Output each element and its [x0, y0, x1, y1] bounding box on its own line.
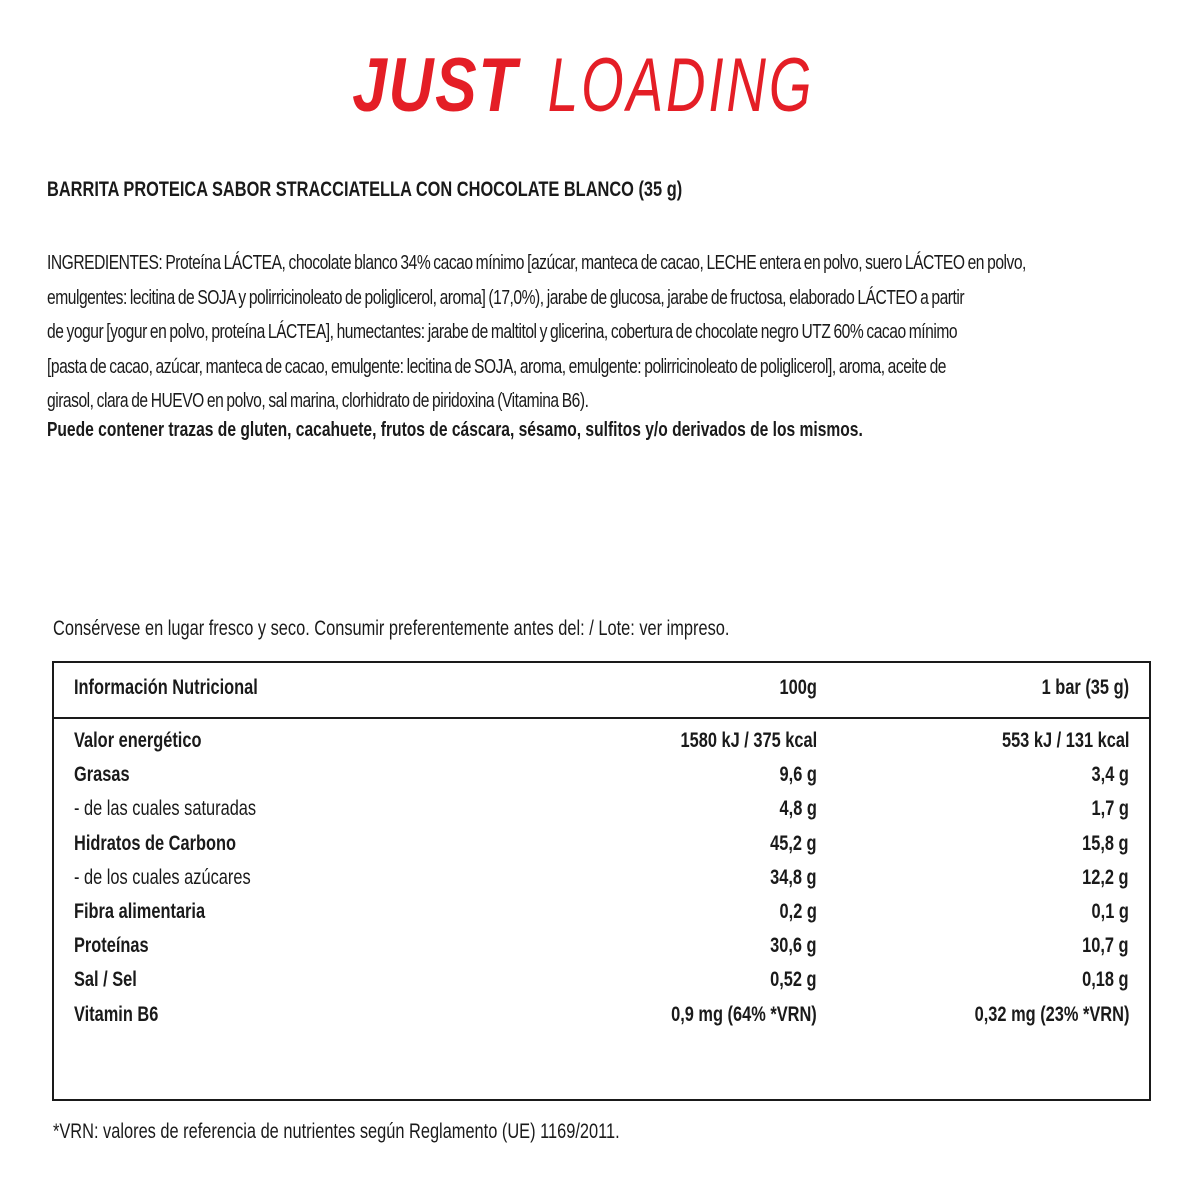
- ingredients-line: girasol, clara de HUEVO en polvo, sal marina, clorhidrato de piridoxina (Vitamina B6).: [47, 390, 589, 412]
- value-per-100g: 30,6 g: [770, 934, 817, 958]
- ingredients-line: INGREDIENTES: Proteína LÁCTEA, chocolate blanco 34% cacao mínimo [azúcar, manteca de cacao, LECHE entera en polvo, suero LÁCTEO en polvo,: [47, 252, 1026, 274]
- storage-instructions-text: Consérvese en lugar fresco y seco. Consumir preferentemente antes del: / Lote: ver impreso.: [53, 617, 730, 640]
- nutrient-label: Grasas: [74, 763, 130, 787]
- nutrient-label: - de los cuales azúcares: [74, 865, 251, 889]
- nutrient-label: Proteínas: [74, 934, 149, 958]
- value-per-bar: 15,8 g: [1082, 831, 1129, 855]
- value-per-100g: 9,6 g: [779, 763, 817, 787]
- nutrition-row-fat: [54, 763, 1149, 797]
- value-per-bar: 1,7 g: [1091, 797, 1129, 821]
- nutrition-row-vitamin-b6: [54, 1003, 1149, 1037]
- storage-instructions: [53, 617, 920, 641]
- nutrient-label: Sal / Sel: [74, 968, 137, 992]
- value-per-bar: 0,18 g: [1082, 968, 1129, 992]
- value-per-100g: 45,2 g: [770, 831, 817, 855]
- nutrient-label: - de las cuales saturadas: [74, 797, 257, 821]
- value-per-bar: 3,4 g: [1091, 763, 1129, 787]
- nutrition-row-salt: [54, 968, 1149, 1002]
- nutrition-row-saturated-fat: [54, 797, 1149, 831]
- nutrition-row-energy: [54, 729, 1149, 763]
- nutrition-table: [52, 661, 1151, 1101]
- product-title-text: BARRITA PROTEICA SABOR STRACCIATELLA CON CHOCOLATE BLANCO (35 g): [47, 178, 683, 201]
- value-per-100g: 34,8 g: [770, 865, 817, 889]
- value-per-bar: 10,7 g: [1082, 934, 1129, 958]
- product-title: [47, 178, 861, 202]
- brand-logo: [0, 43, 1200, 128]
- ingredients-line: de yogur [yogur en polvo, proteína LÁCTEA], humectantes: jarabe de maltitol y glicerina, cobertura de chocolate negro UTZ 60% cacao mínimo: [47, 321, 958, 343]
- value-per-100g: 0,52 g: [770, 968, 817, 992]
- vrn-footnote-text: *VRN: valores de referencia de nutrientes según Reglamento (UE) 1169/2011.: [53, 1120, 620, 1143]
- ingredients-line: emulgentes: lecitina de SOJA y polirricinoleato de poliglicerol, aroma] (17,0%), jarabe de glucosa, jarabe de fructosa, elaborado LÁCTEO a partir: [47, 286, 965, 309]
- value-per-100g: 4,8 g: [779, 797, 817, 821]
- nutrient-label: Vitamin B6: [74, 1002, 159, 1026]
- nutrition-table-body: [54, 719, 1149, 1037]
- value-per-100g: 1580 kJ / 375 kcal: [680, 729, 817, 752]
- value-per-100g: 0,2 g: [779, 899, 817, 923]
- value-per-100g: 0,9 mg (64% *VRN): [671, 1002, 817, 1026]
- value-per-bar: 0,32 mg (23% *VRN): [974, 1002, 1129, 1026]
- nutrition-row-fibre: [54, 900, 1149, 934]
- nutrition-row-carbohydrates: [54, 832, 1149, 866]
- allergen-warning-text: Puede contener trazas de gluten, cacahuete, frutos de cáscara, sésamo, sulfitos y/o derivados de los mismos.: [47, 419, 863, 441]
- nutrition-header-label: Información Nutricional: [74, 676, 258, 699]
- nutrition-table-header: [54, 663, 1149, 719]
- nutrition-header-per-bar: 1 bar (35 g): [1041, 676, 1129, 699]
- nutrient-label: Fibra alimentaria: [74, 899, 206, 923]
- nutrient-label: Hidratos de Carbono: [74, 831, 236, 855]
- nutrition-header-per-100g: 100g: [779, 676, 817, 699]
- value-per-bar: 0,1 g: [1091, 899, 1129, 923]
- ingredients-paragraph: [47, 246, 1161, 419]
- value-per-bar: 553 kJ / 131 kcal: [1001, 729, 1129, 752]
- ingredients-line: [pasta de cacao, azúcar, manteca de cacao, emulgente: lecitina de SOJA, aroma, emulgente: polirricinoleato de poliglicerol], aroma, aceite de: [47, 355, 946, 378]
- brand-logo-just: JUST: [352, 43, 518, 128]
- value-per-bar: 12,2 g: [1082, 865, 1129, 889]
- nutrition-row-sugars: [54, 866, 1149, 900]
- brand-logo-loading: LOADING: [547, 43, 815, 128]
- vrn-footnote: [53, 1120, 779, 1144]
- nutrition-row-protein: [54, 934, 1149, 968]
- allergen-warning: [47, 419, 1093, 442]
- nutrient-label: Valor energético: [74, 729, 202, 752]
